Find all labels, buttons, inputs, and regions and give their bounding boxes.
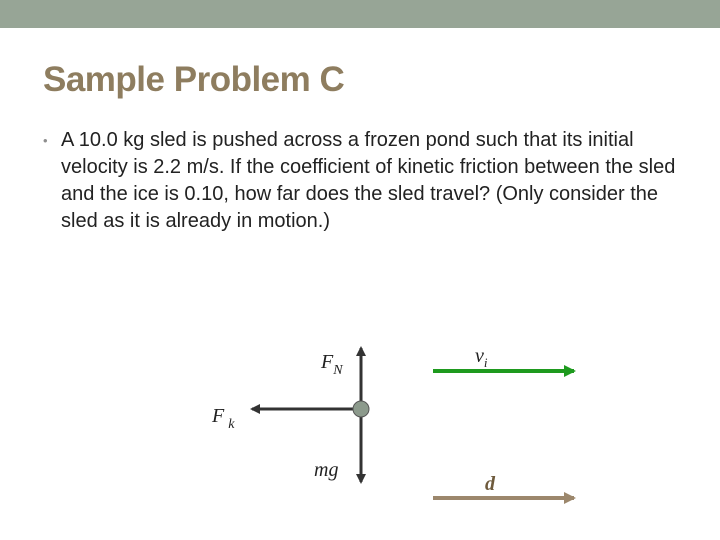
weight-label: mg: [314, 459, 339, 481]
velocity-symbol: v: [475, 345, 484, 367]
distance-label: d: [485, 473, 495, 495]
normal-force-subscript: N: [333, 363, 343, 378]
velocity-subscript: i: [483, 355, 488, 370]
velocity-label: [475, 345, 488, 370]
normal-force-label: [320, 351, 343, 378]
sled-object: [353, 401, 369, 417]
friction-symbol: F: [212, 405, 225, 427]
bullet-marker: •: [43, 133, 48, 148]
friction-subscript: k: [228, 417, 235, 432]
friction-label: [211, 405, 235, 432]
slide-title: Sample Problem C: [43, 60, 345, 99]
problem-text: A 10.0 kg sled is pushed across a frozen pond such that its initial velocity is 2.2 m/s. If the coefficient of kinetic friction between the sled and the ice is 0.10, how far does the sled travel? (Only consider the sled as it is already in motion.): [61, 129, 676, 232]
normal-force-symbol: F: [321, 351, 334, 373]
